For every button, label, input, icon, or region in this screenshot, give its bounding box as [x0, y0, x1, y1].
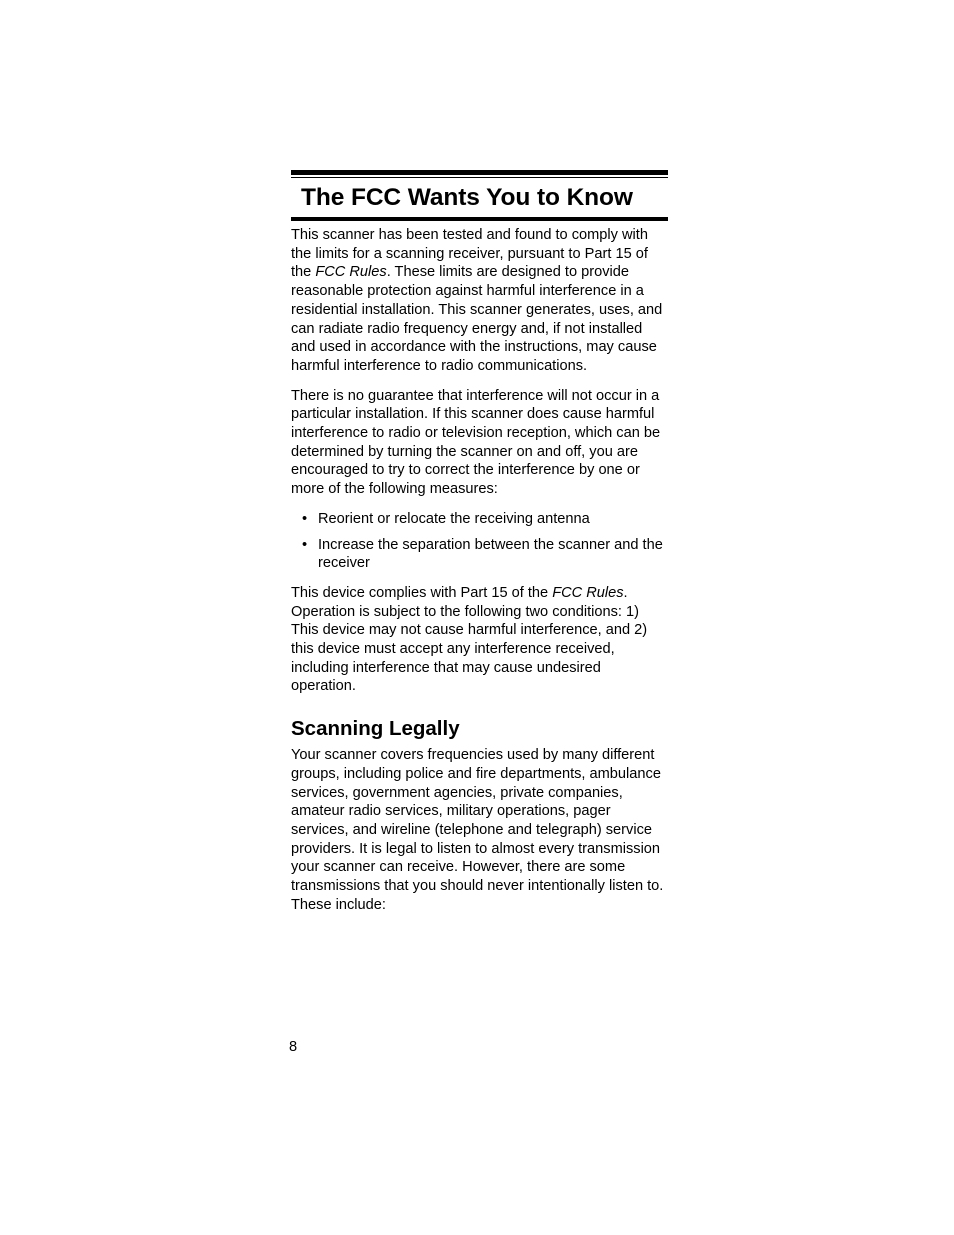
scanning-legally-paragraph: Your scanner covers frequencies used by many different groups, including police and fire departments, ambulance services, government agencies, private companies, amateur radio services, military operations, pager services, and wireline (telephone and telegraph) service providers. It is legal to listen to almost every transmission your scanner can receive. However, there are some transmissions that you should never intentionally listen to. These include: [291, 747, 664, 913]
fcc-compliance-paragraph [291, 226, 668, 376]
para1-text-after: . These limits are designed to provide reasonable protection against harmful interference in a residential installation. This scanner generates, uses, and can radiate radio frequency energy and, if not installed and used in accordance with the instructions, may cause harmful interference to radio communications. [291, 264, 663, 374]
fcc-rules-italic: FCC Rules [552, 584, 624, 601]
fcc-rules-italic: FCC Rules [315, 264, 387, 281]
bullet-icon: • [302, 510, 308, 527]
page-title: The FCC Wants You to Know [301, 184, 633, 211]
section-heading: Scanning Legally [291, 717, 460, 741]
list-item-text: Increase the separation between the scanner and the receiver [318, 536, 663, 572]
para1-text-before: This scanner has been tested and found to comply with the limits for a scanning receiver, pursuant to Part 15 of the [291, 227, 648, 281]
page-content [291, 170, 668, 926]
list-item [291, 536, 668, 573]
interference-paragraph: There is no guarantee that interference will not occur in a particular installation. If this scanner does cause harmful interference to radio or television reception, which can be determined by turning the scanner on and off, you are encouraged to try to correct the interference by one or more of the following measures: [291, 387, 661, 498]
list-item [291, 510, 668, 529]
page-number: 8 [289, 1039, 298, 1055]
para3-text-before: This device complies with Part 15 of the [291, 584, 553, 601]
bullet-icon: • [302, 536, 308, 553]
measures-list [291, 510, 668, 573]
list-item-text: Reorient or relocate the receiving antenna [318, 510, 590, 527]
title-underline-rule [291, 217, 668, 221]
part15-paragraph [291, 584, 668, 696]
title-block [291, 170, 668, 217]
para3-text-after: . Operation is subject to the following two conditions: 1) This device may not cause harmful interference, and 2) this device must accept any interference received, including interference that may cause undesired operation. [291, 584, 648, 695]
